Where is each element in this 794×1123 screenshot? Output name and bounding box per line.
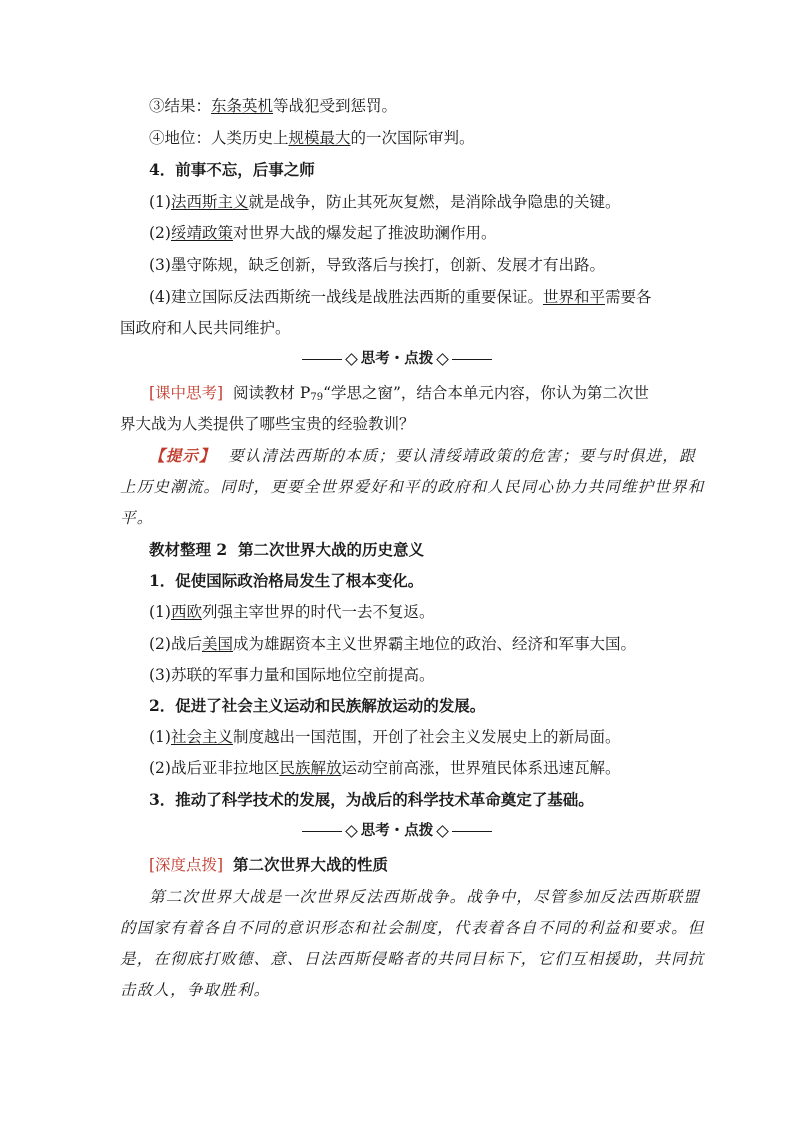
hint-tag: 【提示】 [149,446,216,465]
think-tag: [课中思考] [149,384,224,402]
list-item: (4)建立国际反法西斯统一战线是战胜法西斯的重要保证。世界和平需要各 [149,288,652,306]
deep-paragraph: 第二次世界大战是一次世界反法西斯战争。战争中，尽管参加反法西斯联盟 [149,888,701,906]
diamond-icon [436,825,449,838]
section-separator: 思考・点拨 [120,821,674,841]
list-item-continuation: 国政府和人民共同维护。 [120,319,291,337]
list-item: (1)法西斯主义就是战争，防止其死灰复燃，是消除战争隐患的关键。 [149,193,621,211]
list-item: (1)西欧列强主宰世界的时代一去不复返。 [149,603,435,621]
key-term: 东条英机 [211,97,274,115]
deep-paragraph: 是，在彻底打败德、意、日法西斯侵略者的共同目标下，它们互相援助，共同抗 [120,950,705,968]
point-heading: 2．促进了社会主义运动和民族解放运动的发展。 [149,696,486,715]
status-item: ④地位：人类历史上规模最大的一次国际审判。 [149,129,475,147]
hint-paragraph: 【提示】 要认清法西斯的本质；要认清绥靖政策的危害；要与时俱进，跟 [149,446,696,465]
list-item: (1)社会主义制度越出一国范围，开创了社会主义发展史上的新局面。 [149,728,621,746]
hint-continuation: 平。 [120,509,154,527]
section-separator: 思考・点拨 [120,349,674,369]
diamond-icon [436,353,449,366]
deep-tag: [深度点拨] [149,856,224,874]
section-heading: 4．前事不忘，后事之师 [149,160,315,179]
deep-heading: [深度点拨] 第二次世界大战的性质 [149,855,388,874]
think-question: [课中思考] 阅读教材 $P_{79}“$学思之窗”，结合本单元内容，你认为第二次世 [149,384,649,403]
key-term: 绥靖政策 [170,224,233,242]
point-heading: 1．促使国际政治格局发生了根本变化。 [149,571,424,590]
deep-paragraph: 击敌人，争取胜利。 [120,981,271,999]
list-item: (3)苏联的军事力量和国际地位空前提高。 [149,666,435,684]
result-item: ③结果：东条英机等战犯受到惩罚。 [149,97,398,115]
list-item: (2)战后美国成为雄踞资本主义世界霸主地位的政治、经济和军事大国。 [149,635,636,653]
list-item: (2)绥靖政策对世界大战的爆发起了推波助澜作用。 [149,224,497,242]
key-term: 世界和平 [542,288,605,306]
key-term: 法西斯主义 [170,193,249,211]
diamond-icon [345,825,358,838]
key-term: 社会主义 [170,728,233,746]
diamond-icon [345,353,358,366]
section-title: 教材整理 2 第二次世界大战的历史意义 [149,540,424,559]
list-item: (2)战后亚非拉地区民族解放运动空前高涨，世界殖民体系迅速瓦解。 [149,759,621,777]
key-term: 西欧 [170,603,202,621]
list-item: (3)墨守陈规，缺乏创新，导致落后与挨打，创新、发展才有出路。 [149,256,605,274]
key-term: 民族解放 [279,759,342,777]
deep-paragraph: 的国家有着各自不同的意识形态和社会制度，代表着各自不同的利益和要求。但 [120,919,705,937]
point-heading: 3．推动了科学技术的发展，为战后的科学技术革命奠定了基础。 [149,790,594,809]
hint-continuation: 上历史潮流。同时，更要全世界爱好和平的政府和人民同心协力共同维护世界和 [120,478,705,496]
key-term: 规模最大 [288,129,351,147]
key-term: 美国 [201,635,233,653]
think-question-continuation: 界大战为人类提供了哪些宝贵的经验教训？ [120,415,415,433]
